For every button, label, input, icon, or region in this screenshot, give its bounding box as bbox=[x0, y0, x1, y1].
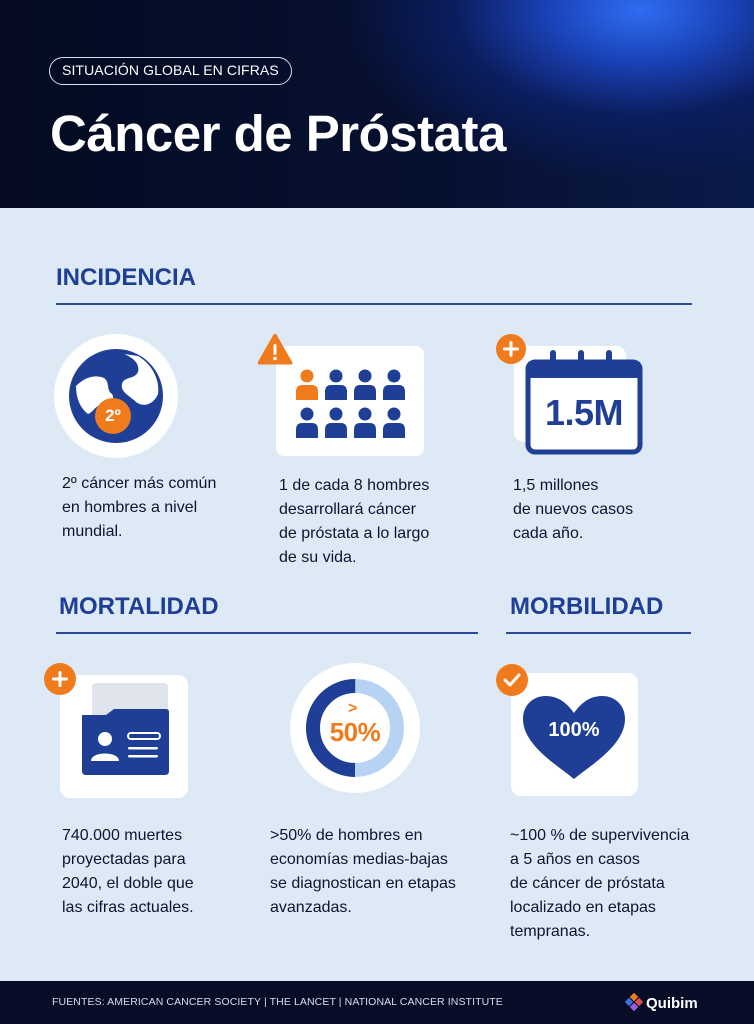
warning-icon bbox=[258, 334, 292, 364]
footer-sources: FUENTES: AMERICAN CANCER SOCIETY | THE LANCET | NATIONAL CANCER INSTITUTE bbox=[52, 996, 503, 1008]
section-divider bbox=[56, 632, 478, 634]
header-badge: SITUACIÓN GLOBAL EN CIFRAS bbox=[49, 57, 292, 85]
section-divider bbox=[56, 303, 692, 305]
header-banner bbox=[0, 0, 754, 208]
calendar-icon bbox=[496, 334, 646, 458]
globe-stat-text: 2º cáncer más común en hombres a nivel mundial. bbox=[62, 475, 217, 540]
heart-value: 100% bbox=[548, 719, 600, 741]
globe-icon bbox=[54, 334, 178, 458]
section-title-incidencia: INCIDENCIA bbox=[56, 264, 197, 291]
footer bbox=[0, 981, 754, 1024]
folder-id-icon bbox=[44, 663, 190, 799]
donut-value: 50% bbox=[329, 717, 381, 747]
heart-icon bbox=[495, 663, 639, 797]
page-title: Cáncer de Próstata bbox=[50, 105, 506, 162]
calendar-stat-text: 1,5 millones de nuevos casos cada año. bbox=[513, 477, 634, 542]
brand-logo bbox=[625, 993, 698, 1013]
people-grid-card bbox=[258, 334, 428, 458]
donut-chart-icon bbox=[290, 663, 420, 793]
section-divider bbox=[506, 632, 691, 634]
donut-prefix: > bbox=[348, 700, 358, 717]
brand-name: Quibim bbox=[646, 995, 698, 1012]
section-title-mortalidad: MORTALIDAD bbox=[59, 593, 219, 620]
survival-stat-text: ~100 % de supervivencia a 5 años en casos de cáncer de próstata localizado en etapas tempranas. bbox=[510, 827, 690, 940]
check-icon bbox=[495, 663, 528, 696]
globe-rank-badge: 2º bbox=[105, 406, 121, 425]
quibim-logo-icon bbox=[625, 993, 643, 1013]
diagnosis-stat-text: >50% de hombres en economías medias-bajas se diagnostican en etapas avanzadas. bbox=[270, 827, 456, 916]
mortality-stat-text: 740.000 muertes proyectadas para 2040, el doble que las cifras actuales. bbox=[62, 827, 194, 916]
section-title-morbilidad: MORBILIDAD bbox=[510, 593, 664, 620]
plus-icon bbox=[44, 663, 76, 695]
people-stat-text: 1 de cada 8 hombres desarrollará cáncer de próstata a lo largo de su vida. bbox=[279, 477, 430, 566]
calendar-value: 1.5M bbox=[544, 392, 624, 433]
plus-icon bbox=[496, 334, 526, 364]
